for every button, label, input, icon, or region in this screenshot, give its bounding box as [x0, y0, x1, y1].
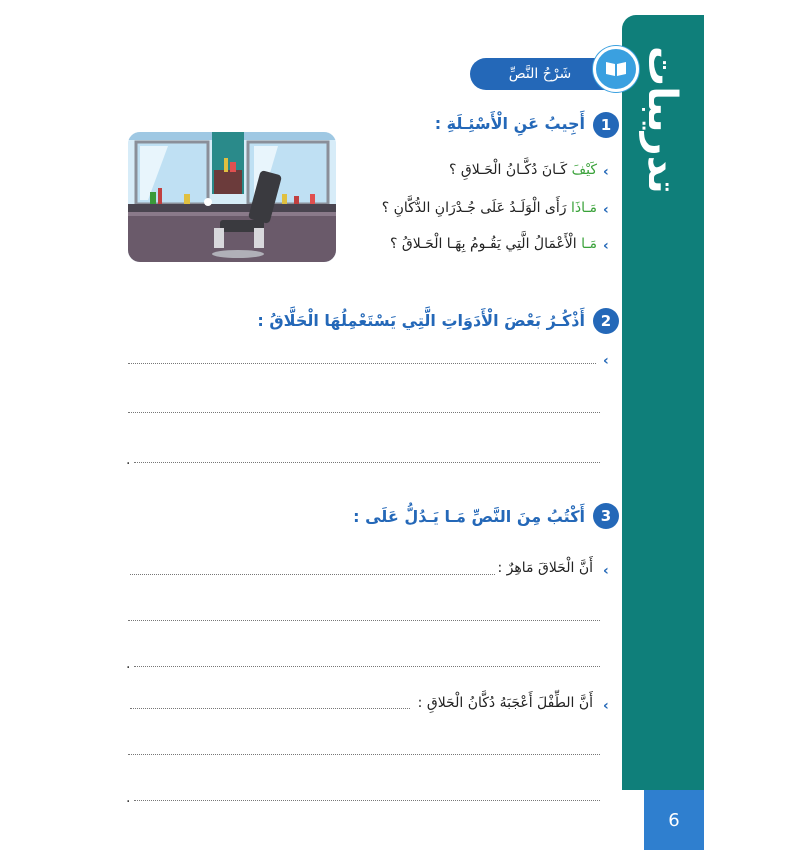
section-label	[470, 58, 610, 90]
q1-item-2	[382, 200, 597, 216]
q1-item-1-rest: كَـانَ دُكَّـانُ الْحَـلاقِ ؟	[449, 162, 568, 178]
answer-line[interactable]	[128, 412, 600, 413]
q1-item-1	[449, 162, 597, 178]
bullet-icon: ‹	[603, 202, 609, 218]
answer-line[interactable]	[128, 620, 600, 621]
line-end-period: .	[126, 452, 131, 468]
answer-line[interactable]	[130, 574, 495, 575]
question-1-title: أَجِيبُ عَنِ الْأَسْئِـلَةِ :	[434, 114, 585, 133]
bullet-icon: ‹	[603, 238, 609, 254]
line-end-period: .	[126, 790, 131, 806]
line-end-period: .	[126, 656, 131, 672]
question-2-title: أَذْكُـرُ بَعْضَ الْأَدَوَاتِ الَّتِي يَسْتَعْمِلُهَا الْحَلَّاقُ :	[257, 311, 585, 330]
bullet-icon: ‹	[603, 698, 609, 714]
book-icon	[593, 46, 639, 92]
bullet-icon: ‹	[603, 563, 609, 579]
section-label-text: شَرْحُ النَّصِّ	[508, 66, 572, 82]
q1-item-3-keyword: مَـا	[581, 236, 597, 252]
answer-line[interactable]	[128, 363, 596, 364]
bullet-icon: ‹	[603, 353, 609, 369]
page-number: 6	[644, 790, 704, 850]
answer-line[interactable]	[134, 462, 600, 463]
barber-shop-illustration	[128, 132, 336, 262]
q3-item-1: أَنَّ الْحَلاقَ مَاهِرٌ :	[497, 560, 593, 576]
question-3-number: 3	[593, 503, 619, 529]
q1-item-1-keyword: كَيْفَ	[571, 162, 597, 178]
q1-item-3-rest: الْأَعْمَالُ الَّتِي يَقُـومُ بِهَـا الْحَـلاقُ ؟	[389, 236, 577, 252]
question-1-number: 1	[593, 112, 619, 138]
bullet-icon: ‹	[603, 164, 609, 180]
side-title: تدريبات	[639, 46, 685, 194]
answer-line[interactable]	[130, 708, 410, 709]
question-2-number: 2	[593, 308, 619, 334]
q1-item-2-keyword: مَـاذَا	[571, 200, 597, 216]
answer-line[interactable]	[128, 754, 600, 755]
question-3-title: أَكْتُبُ مِنَ النَّصِّ مَـا يَـدُلُّ عَلَى :	[353, 507, 585, 526]
q3-item-2: أَنَّ الطِّفْلَ أَعْجَبَهُ دُكَّانُ الْحَلاقِ :	[417, 695, 593, 711]
answer-line[interactable]	[134, 800, 600, 801]
q1-item-2-rest: رَأَى الْوَلَـدُ عَلَى جُـدْرَانِ الدُّكَّانِ ؟	[381, 200, 567, 216]
q1-item-3	[390, 236, 597, 252]
answer-line[interactable]	[134, 666, 600, 667]
